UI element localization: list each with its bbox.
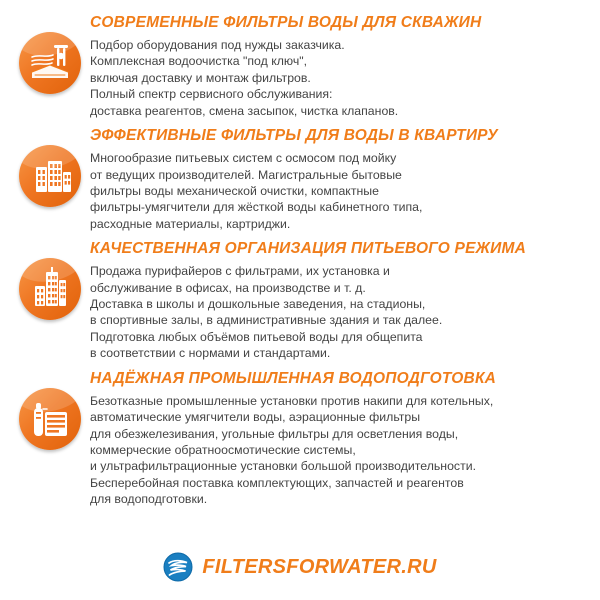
paragraph-line: в спортивные залы, в административные здания и так далее. [90,313,443,328]
paragraph-line: Бесперебойная поставка комплектующих, запчастей и реагентов [90,475,464,490]
section-paragraph [90,37,582,119]
paragraph-line: для обезжелезивания, угольные фильтры для осветления воды, [90,426,459,441]
paragraph-line: Подготовка любых объёмов питьевой воды для общепита [90,329,423,344]
paragraph-line: Продажа пурифайеров с фильтрами, их установка и [90,264,390,279]
water-swirl-logo-icon [163,552,193,582]
section-paragraph [90,150,582,232]
paragraph-line: Доставка в школы и дошкольные заведения, на стадионы, [90,297,426,312]
paragraph-line: обслуживание в офисах, на производстве и т. д. [90,280,366,295]
paragraph-line: от ведущих производителей. Магистральные бытовые [90,167,402,182]
section-paragraph [90,263,582,361]
industrial-filters-icon [19,388,81,450]
paragraph-line: в соответствии с нормами и стандартами. [90,346,331,361]
section-block [10,14,590,119]
field-well-icon [19,32,81,94]
paragraph-line: для водоподготовки. [90,492,208,507]
icon-container [10,370,90,450]
section-title: НАДЁЖНАЯ ПРОМЫШЛЕННАЯ ВОДОПОДГОТОВКА [90,369,497,387]
section-content [90,14,590,119]
section-title: СОВРЕМЕННЫЕ ФИЛЬТРЫ ВОДЫ ДЛЯ СКВАЖИН [90,14,482,31]
section-title: ЭФФЕКТИВНЫЕ ФИЛЬТРЫ ДЛЯ ВОДЫ В КВАРТИРУ [90,127,498,145]
section-paragraph [90,393,582,508]
section-title: КАЧЕСТВЕННАЯ ОРГАНИЗАЦИЯ ПИТЬЕВОГО РЕЖИМА [90,240,527,258]
paragraph-line: расходные материалы, картриджи. [90,216,291,231]
paragraph-line: Многообразие питьевых систем с осмосом под мойку [90,151,397,166]
icon-container [10,14,90,94]
paragraph-line: и ультрафильтрационные установки большой производительности. [90,459,476,474]
section-content [90,240,590,361]
site-footer [0,552,600,582]
apartment-building-icon [19,145,81,207]
paragraph-line: фильтры воды механической очистки, компактные [90,183,379,198]
paragraph-line: включая доставку и монтаж фильтров. [90,70,311,85]
icon-container [10,240,90,320]
paragraph-line: доставка реагентов, смена засыпок, чистка клапанов. [90,103,399,118]
section-content [90,127,590,232]
office-towers-icon [19,258,81,320]
paragraph-line: Полный спектр сервисного обслуживания: [90,87,333,102]
paragraph-line: автоматические умягчители воды, аэрационные фильтры [90,410,421,425]
section-block [10,240,590,361]
paragraph-line: Комплексная водоочистка "под ключ", [90,54,308,69]
section-content [90,370,590,508]
section-block [10,370,590,508]
paragraph-line: коммерческие обратноосмотические системы, [90,442,356,457]
icon-container [10,127,90,207]
section-block [10,127,590,232]
paragraph-line: фильтры-умягчители для жёсткой воды кабинетного типа, [90,200,423,215]
logo-text[interactable]: FILTERSFORWATER.RU [202,555,437,578]
paragraph-line: Безотказные промышленные установки против накипи для котельных, [90,393,494,408]
paragraph-line: Подбор оборудования под нужды заказчика. [90,38,345,53]
